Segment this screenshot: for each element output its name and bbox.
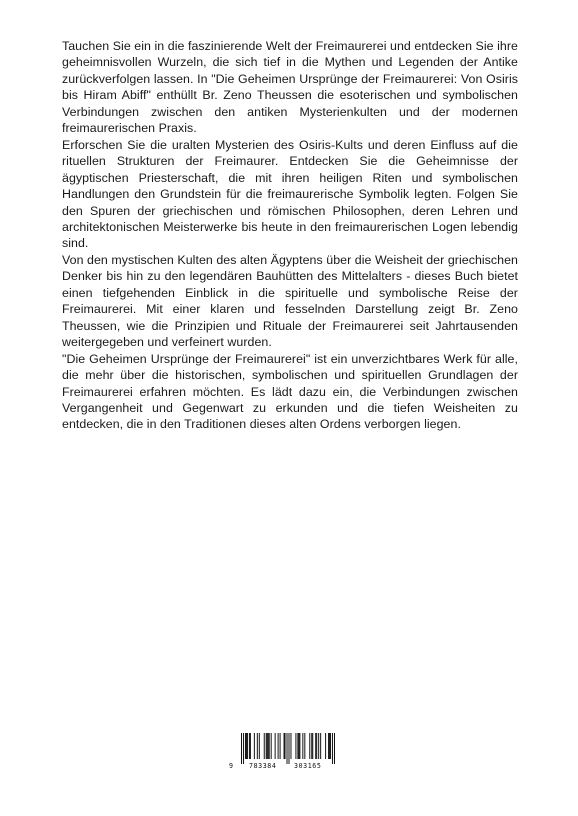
barcode-bar xyxy=(299,733,300,759)
barcode-bar xyxy=(246,733,247,759)
barcode-bars xyxy=(241,733,335,764)
barcode-right-digits: 303165 xyxy=(294,762,322,770)
blurb-text xyxy=(62,38,518,433)
isbn-barcode xyxy=(229,733,335,773)
barcode-prefix-digit: 9 xyxy=(229,762,234,770)
blurb-paragraph-3: Von den mystischen Kulten des alten Ägyptens über die Weisheit der griechischen Denker bis hin zu den legendären Bauhütten des Mittelalters - dieses Buch bietet einen tiefgehenden Einblick in die spirituelle und symbolische Reise der Freimaurerei. Mit einer klaren und fesselnden Darstellung zeigt Br. Zeno Theussen, wie die Prinzipien und Rituale der Freimaurerei seit Jahrtausenden weitergegeben und verfeinert wurden. xyxy=(62,252,518,350)
barcode-bar xyxy=(290,733,291,759)
barcode-bar xyxy=(266,733,267,759)
barcode-bar xyxy=(268,733,269,759)
barcode-bar xyxy=(254,733,255,759)
barcode-guard-bar xyxy=(243,733,244,764)
barcode-guard-bar xyxy=(288,733,289,764)
barcode-bar xyxy=(275,733,276,759)
barcode-bar xyxy=(312,733,313,759)
barcode-bar xyxy=(278,733,279,759)
barcode-bar xyxy=(250,733,251,759)
barcode-bar xyxy=(257,733,258,759)
barcode-bar xyxy=(259,733,260,759)
barcode-guard-bar xyxy=(241,733,242,764)
barcode-bar xyxy=(271,733,272,759)
barcode-bar xyxy=(269,733,270,759)
barcode-bar xyxy=(264,733,265,759)
barcode-bar xyxy=(249,733,250,759)
barcode-left-digits: 783384 xyxy=(249,762,277,770)
barcode-bar xyxy=(267,733,268,759)
barcode-bar xyxy=(330,733,331,759)
barcode-bar xyxy=(285,733,286,759)
barcode-bar xyxy=(311,733,312,759)
barcode-bar xyxy=(325,733,326,759)
blurb-paragraph-1: Tauchen Sie ein in die faszinierende Welt der Freimaurerei und entdecken Sie ihre geheimnisvollen Wurzeln, die sich tief in die Mythen und Legenden der Antike zurückverfolgen lassen. In "Die Geheimen Ursprünge der Freimaurerei: Von Osiris bis Hiram Abiff" enthüllt Br. Zeno Theussen die esoterischen und symbolischen Verbindungen zwischen den antiken Mysterienkulten und der modernen freimaurerischen Praxis. xyxy=(62,39,518,136)
barcode-bar xyxy=(245,733,246,759)
barcode-bar xyxy=(302,733,303,759)
barcode-guard-bar xyxy=(287,733,288,764)
barcode-bar xyxy=(304,733,305,759)
barcode-guard-bar xyxy=(334,733,335,764)
barcode-bar xyxy=(318,733,319,759)
barcode-bar xyxy=(328,733,329,759)
barcode-bar xyxy=(329,733,330,759)
barcode-bar xyxy=(297,733,298,759)
barcode-bar xyxy=(284,733,285,759)
blurb-paragraph-4: "Die Geheimen Ursprünge der Freimaurerei" ist ein unverzichtbares Werk für alle, die mehr über die historischen, symbolischen und spirituellen Grundlagen der Freimaurerei erfahren möchten. Es lädt dazu ein, die Verbindungen zwischen Vergangenheit und Gegenwart zu erkunden und die tiefen Weisheiten zu entdecken, die in den Traditionen dieses alten Ordens verborgen liegen. xyxy=(62,351,518,432)
barcode-bar xyxy=(320,733,321,759)
barcode-bar xyxy=(295,733,296,759)
barcode-bar xyxy=(316,733,317,759)
barcode-bar xyxy=(247,733,248,759)
barcode-bar xyxy=(315,733,316,759)
barcode-bar xyxy=(309,733,310,759)
blurb-paragraph-2: Erforschen Sie die uralten Mysterien des Osiris-Kults und deren Einfluss auf die rituellen Strukturen der Freimaurer. Entdecken Sie die Geheimnisse der ägyptischen Priesterschaft, die mit ihren heiligen Riten und symbolischen Handlungen den Grundstein für die freimaurerische Symbolik legten. Folgen Sie den Spuren der griechischen und römischen Philosophen, deren Lehren und architektonischen Meisterwerke bis heute in den freimaurerischen Logen lebendig sind. xyxy=(62,137,518,251)
barcode-guard-bar xyxy=(332,733,333,764)
barcode-bar xyxy=(280,733,281,759)
barcode-bar xyxy=(298,733,299,759)
